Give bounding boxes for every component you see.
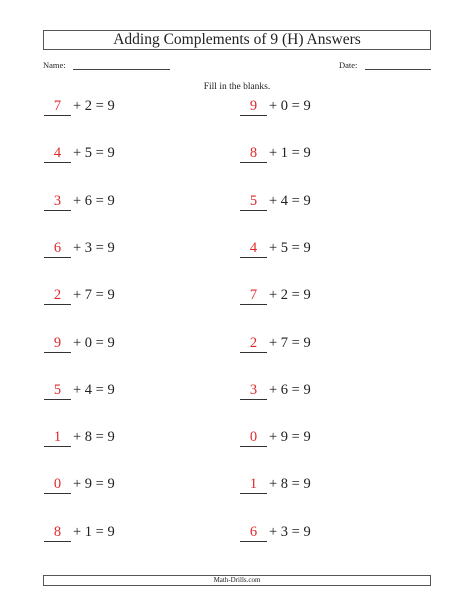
answer-blank[interactable]: 9 — [44, 333, 71, 353]
instructions: Fill in the blanks. — [203, 82, 271, 92]
answer-blank[interactable]: 0 — [44, 474, 71, 494]
equation-text: + 9 = 9 — [73, 476, 115, 492]
problem-left-4 — [44, 238, 194, 260]
answer-blank[interactable]: 5 — [44, 380, 71, 400]
answer-blank[interactable]: 7 — [44, 96, 71, 116]
equation-text: + 7 = 9 — [269, 335, 311, 351]
equation-text: + 1 = 9 — [73, 524, 115, 540]
equation-text: + 3 = 9 — [269, 524, 311, 540]
answer-blank[interactable]: 2 — [44, 285, 71, 305]
equation-text: + 2 = 9 — [269, 287, 311, 303]
equation-text: + 6 = 9 — [269, 382, 311, 398]
name-field[interactable] — [73, 69, 170, 70]
answer-blank[interactable]: 4 — [44, 143, 71, 163]
worksheet-title: Adding Complements of 9 (H) Answers — [43, 30, 431, 50]
equation-text: + 7 = 9 — [73, 287, 115, 303]
problem-right-5 — [240, 285, 390, 307]
footer: Math-Drills.com — [43, 575, 431, 586]
equation-text: + 0 = 9 — [269, 98, 311, 114]
answer-blank[interactable]: 1 — [240, 474, 267, 494]
problem-left-7 — [44, 380, 194, 402]
answer-blank[interactable]: 2 — [240, 333, 267, 353]
problem-left-9 — [44, 474, 194, 496]
answer-blank[interactable]: 8 — [240, 143, 267, 163]
problem-right-8 — [240, 427, 390, 449]
equation-text: + 4 = 9 — [269, 193, 311, 209]
answer-blank[interactable]: 4 — [240, 238, 267, 258]
problem-right-7 — [240, 380, 390, 402]
problem-left-2 — [44, 143, 194, 165]
problem-right-6 — [240, 333, 390, 355]
equation-text: + 4 = 9 — [73, 382, 115, 398]
name-label: Name: — [43, 60, 66, 70]
equation-text: + 9 = 9 — [269, 429, 311, 445]
answer-blank[interactable]: 8 — [44, 522, 71, 542]
problem-right-2 — [240, 143, 390, 165]
problem-right-4 — [240, 238, 390, 260]
equation-text: + 5 = 9 — [269, 240, 311, 256]
answer-blank[interactable]: 7 — [240, 285, 267, 305]
date-label: Date: — [339, 60, 358, 70]
equation-text: + 2 = 9 — [73, 98, 115, 114]
equation-text: + 5 = 9 — [73, 145, 115, 161]
answer-blank[interactable]: 3 — [44, 191, 71, 211]
equation-text: + 3 = 9 — [73, 240, 115, 256]
problem-left-5 — [44, 285, 194, 307]
problem-left-10 — [44, 522, 194, 544]
equation-text: + 1 = 9 — [269, 145, 311, 161]
problem-left-8 — [44, 427, 194, 449]
answer-blank[interactable]: 1 — [44, 427, 71, 447]
answer-blank[interactable]: 0 — [240, 427, 267, 447]
problem-right-10 — [240, 522, 390, 544]
answer-blank[interactable]: 3 — [240, 380, 267, 400]
name-date-row — [43, 59, 431, 73]
answer-blank[interactable]: 9 — [240, 96, 267, 116]
equation-text: + 6 = 9 — [73, 193, 115, 209]
equation-text: + 8 = 9 — [73, 429, 115, 445]
equation-text: + 8 = 9 — [269, 476, 311, 492]
problem-left-3 — [44, 191, 194, 213]
answer-blank[interactable]: 6 — [44, 238, 71, 258]
problem-left-6 — [44, 333, 194, 355]
problem-left-1 — [44, 96, 194, 118]
answer-blank[interactable]: 6 — [240, 522, 267, 542]
problem-right-3 — [240, 191, 390, 213]
answer-blank[interactable]: 5 — [240, 191, 267, 211]
date-field[interactable] — [365, 69, 431, 70]
equation-text: + 0 = 9 — [73, 335, 115, 351]
problem-right-9 — [240, 474, 390, 496]
problem-right-1 — [240, 96, 390, 118]
